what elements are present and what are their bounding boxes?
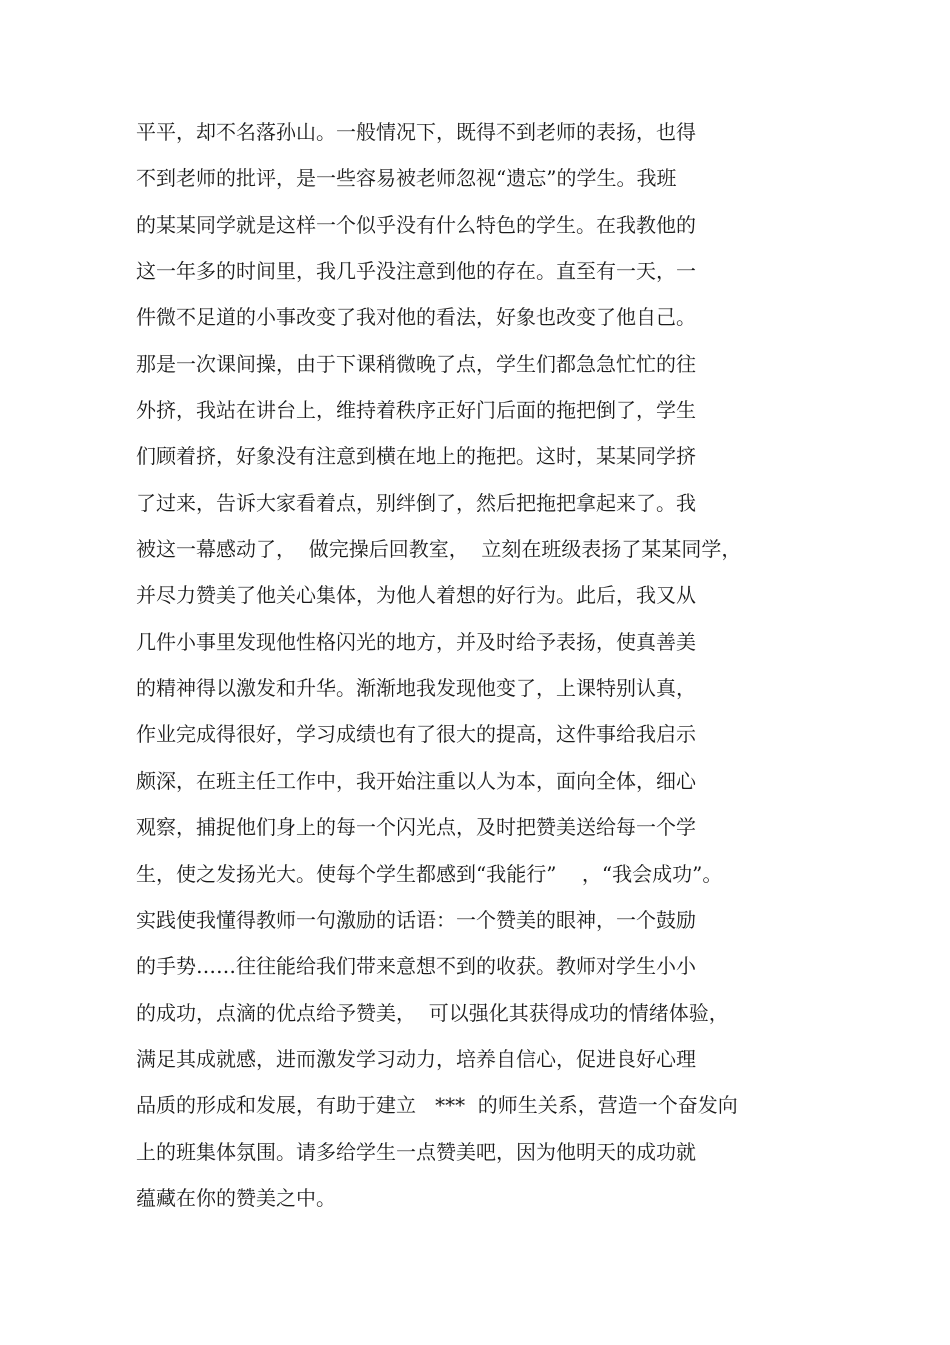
text-line-5: 件微不足道的小事改变了我对他的看法，好象也改变了他自己。 — [136, 305, 696, 330]
text-line-17: 生，使之发扬光大。使每个学生都感到“我能行” ，“我会成功”。 — [136, 861, 723, 886]
text-line-16: 观察，捕捉他们身上的每一个闪光点，及时把赞美送给每一个学 — [136, 815, 696, 840]
text-line-18: 实践使我懂得教师一句激励的话语：一个赞美的眼神，一个鼓励 — [136, 907, 696, 932]
text-line-20: 的成功，点滴的优点给予赞美， 可以强化其获得成功的情绪体验， — [136, 1000, 729, 1025]
text-line-12: 几件小事里发现他性格闪光的地方，并及时给予表扬，使真善美 — [136, 629, 696, 654]
text-line-23: 上的班集体氛围。请多给学生一点赞美吧，因为他明天的成功就 — [136, 1139, 696, 1164]
text-line-13: 的精神得以激发和升华。渐渐地我发现他变了，上课特别认真， — [136, 676, 696, 701]
text-line-3: 的某某同学就是这样一个似乎没有什么特色的学生。在我教他的 — [136, 212, 696, 237]
text-line-21: 满足其成就感，进而激发学习动力，培养自信心，促进良好心理 — [136, 1046, 696, 1071]
text-line-15: 颇深，在班主任工作中，我开始注重以人为本，面向全体，细心 — [136, 768, 696, 793]
text-line-7: 外挤，我站在讲台上，维持着秩序正好门后面的拖把倒了，学生 — [136, 398, 696, 423]
text-line-4: 这一年多的时间里，我几乎没注意到他的存在。直至有一天，一 — [136, 259, 696, 284]
text-line-11: 并尽力赞美了他关心集体，为他人着想的好行为。此后，我又从 — [136, 583, 696, 608]
text-line-10: 被这一幕感动了， 做完操后回教室， 立刻在班级表扬了某某同学， — [136, 537, 742, 562]
text-line-24: 蕴藏在你的赞美之中。 — [136, 1185, 336, 1210]
text-line-2: 不到老师的批评，是一些容易被老师忽视“遗忘”的学生。我班 — [136, 166, 677, 191]
body-text — [136, 114, 836, 1226]
text-line-6: 那是一次课间操，由于下课稍微晚了点，学生们都急急忙忙的往 — [136, 351, 696, 376]
text-line-1: 平平，却不名落孙山。一般情况下，既得不到老师的表扬，也得 — [136, 120, 696, 144]
text-line-9: 了过来，告诉大家看着点，别绊倒了，然后把拖把拿起来了。我 — [136, 490, 696, 515]
text-line-22: 品质的形成和发展，有助于建立 *** 的师生关系，营造一个奋发向 — [136, 1093, 738, 1118]
text-line-19: 的手势……往往能给我们带来意想不到的收获。教师对学生小小 — [136, 954, 696, 979]
text-line-14: 作业完成得很好，学习成绩也有了很大的提高，这件事给我启示 — [136, 722, 696, 747]
text-line-8: 们顾着挤，好象没有注意到横在地上的拖把。这时，某某同学挤 — [136, 444, 696, 469]
